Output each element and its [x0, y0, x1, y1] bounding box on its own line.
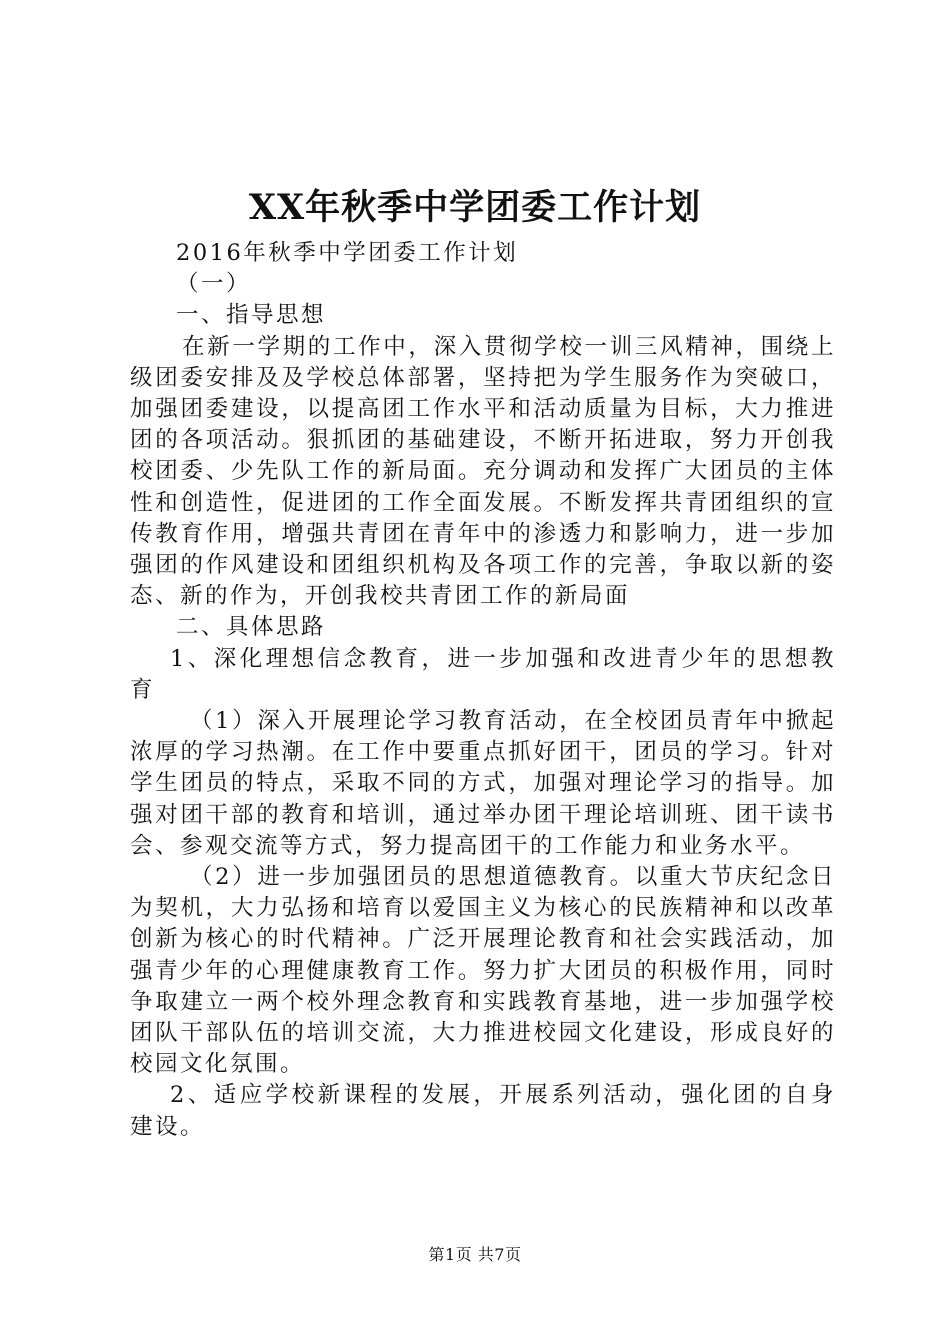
- subtitle-line: 2016年秋季中学团委工作计划: [176, 240, 519, 266]
- section-heading-guiding-thought: 一、指导思想: [176, 302, 327, 329]
- item-heading-1: 1、深化理想信念教育，进一步加强和改进青少年的思想教育: [130, 645, 836, 703]
- section-heading-specific-ideas: 二、具体思路: [176, 614, 327, 641]
- paragraph-sub-item-2: （2）进一步加强团员的思想道德教育。以重大节庆纪念日为契机，大力弘扬和培育以爱国主义为核心的民族精神和以改革创新为核心的时代精神。广泛开展理论教育和社会实践活动，加强青少年的心理健康教育工作。努力扩大团员的积极作用，同时争取建立一两个校外理念教育和实践教育基地，进一步加强学校团队干部队伍的培训交流，大力推进校园文化建设，形成良好的校园文化氛围。: [130, 864, 836, 1078]
- document-body: [130, 238, 836, 1143]
- paragraph-guiding-thought: 在新一学期的工作中，深入贯彻学校一训三风精神，围绕上级团委安排及及学校总体部署，坚持把为学生服务作为突破口，加强团委建设，以提高团工作水平和活动质量为目标，大力推进团的各项活动。狠抓团的基础建设，不断开拓进取，努力开创我校团委、少先队工作的新局面。充分调动和发挥广大团员的主体性和创造性，促进团的工作全面发展。不断发挥共青团组织的宣传教育作用，增强共青团在青年中的渗透力和影响力，进一步加强团的作风建设和团组织机构及各项工作的完善，争取以新的姿态、新的作为，开创我校共青团工作的新局面: [130, 333, 836, 610]
- section-number: （一）: [176, 271, 252, 298]
- document-title: XX年秋季中学团委工作计划: [248, 187, 702, 228]
- item-heading-2: 2、适应学校新课程的发展，开展系列活动，强化团的自身建设。: [130, 1082, 836, 1140]
- paragraph-sub-item-1: （1）深入开展理论学习教育活动，在全校团员青年中掀起浓厚的学习热潮。在工作中要重点抓好团干，团员的学习。针对学生团员的特点，采取不同的方式，加强对理论学习的指导。加强对团干部的教育和培训，通过举办团干理论培训班、团干读书会、参观交流等方式，努力提高团干的工作能力和业务水平。: [130, 708, 836, 859]
- page-footer: 第1页 共7页: [428, 1245, 522, 1264]
